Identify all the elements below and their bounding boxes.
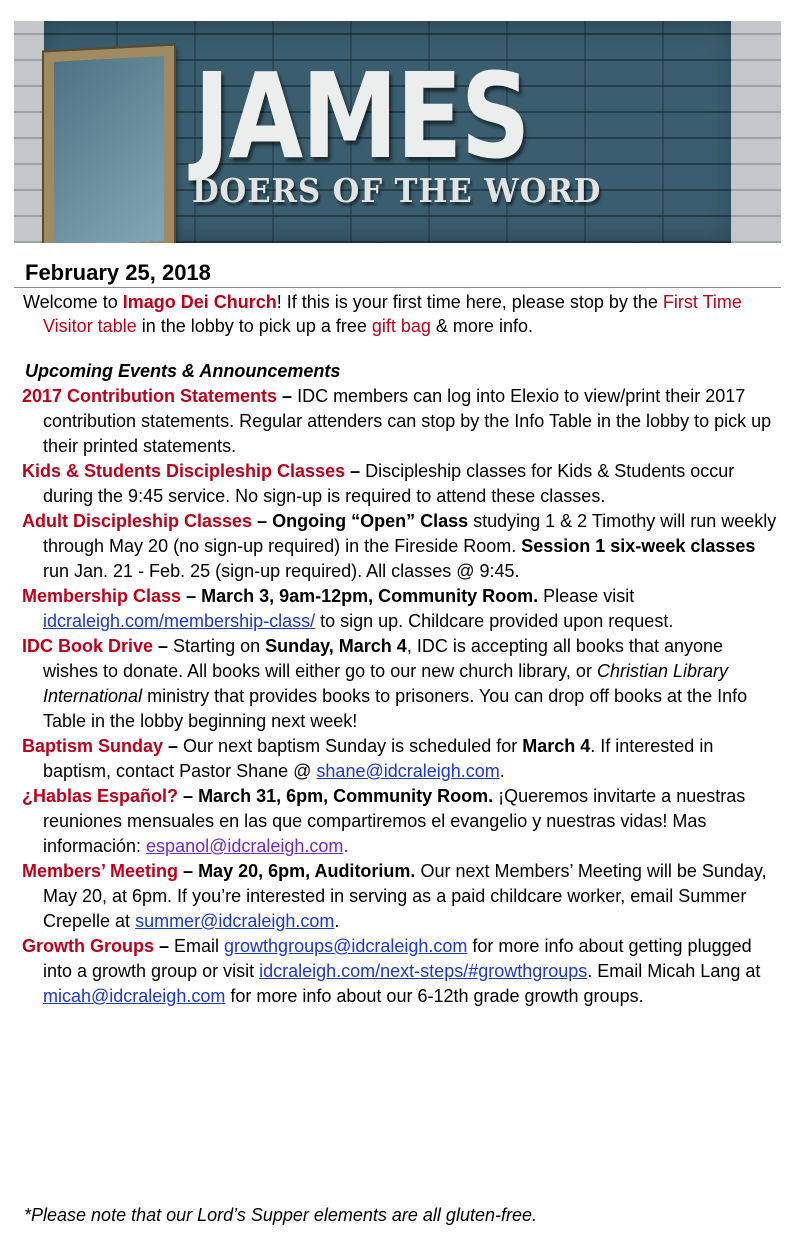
welcome-text: ! If this is your first time here, please stop by the bbox=[276, 292, 663, 312]
announcement-hablas-espanol: ¿Hablas Español? – March 31, 6pm, Community Room. ¡Queremos invitarte a nuestras reuniones mensuales en las que compartiremos el evangelio y nuestras vidas! Mas información: espanol@idcraleigh.com. bbox=[22, 786, 746, 856]
announcement-title: ¿Hablas Español? bbox=[22, 786, 179, 806]
announcement-baptism-sunday: Baptism Sunday – Our next baptism Sunday is scheduled for March 4. If interested in baptism, contact Pastor Shane @ shane@idcraleigh.com. bbox=[22, 736, 714, 781]
growthgroups-page-link[interactable]: idcraleigh.com/next-steps/#growthgroups bbox=[259, 961, 588, 981]
announcement-title: Kids & Students Discipleship Classes bbox=[22, 461, 346, 481]
announcement-membership-class: Membership Class – March 3, 9am-12pm, Community Room. Please visit idcraleigh.com/membership-class/ to sign up. Childcare provided upon request. bbox=[22, 586, 674, 631]
banner-title: JAMES bbox=[194, 47, 529, 185]
announcement-title: Growth Groups bbox=[22, 936, 154, 956]
announcement-kids-students: Kids & Students Discipleship Classes – Discipleship classes for Kids & Students occur during the 9:45 service. No sign-up is required to attend these classes. bbox=[22, 461, 735, 506]
announcement-title: Adult Discipleship Classes bbox=[22, 511, 253, 531]
header-divider bbox=[14, 287, 781, 288]
picture-frame-icon bbox=[44, 46, 174, 243]
micah-email-link[interactable]: micah@idcraleigh.com bbox=[43, 986, 226, 1006]
announcement-growth-groups: Growth Groups – Email growthgroups@idcraleigh.com for more info about getting plugged into a growth group or visit idcraleigh.com/next-steps/#growthgroups. Email Micah Lang at micah@idcraleigh.com for more info about our 6-12th grade growth groups. bbox=[22, 936, 761, 1006]
announcement-title: Members’ Meeting bbox=[22, 861, 179, 881]
welcome-text: & more info. bbox=[430, 316, 533, 336]
section-title: Upcoming Events & Announcements bbox=[25, 361, 341, 381]
visitor-table-text: First Time Visitor table bbox=[43, 292, 742, 336]
announcements-list bbox=[22, 384, 782, 1009]
announcement-adult-discipleship: Adult Discipleship Classes – Ongoing “Open” Class studying 1 & 2 Timothy will run weekly through May 20 (no sign-up required) in the Fireside Room. Session 1 six-week classes run Jan. 21 - Feb. 25 (sign-up required). All classes @ 9:45. bbox=[22, 511, 777, 581]
announcement-title: IDC Book Drive bbox=[22, 636, 154, 656]
announcement-members-meeting: Members’ Meeting – May 20, 6pm, Auditorium. Our next Members’ Meeting will be Sunday, May 20, at 6pm. If you’re interested in serving as a paid childcare worker, email Summer Crepelle at summer@idcraleigh.com. bbox=[22, 861, 767, 931]
gift-bag-text: gift bag bbox=[371, 316, 431, 336]
date-header bbox=[23, 259, 783, 287]
gray-brick-edge-left bbox=[14, 21, 44, 243]
welcome-paragraph bbox=[23, 290, 783, 338]
growthgroups-email-link[interactable]: growthgroups@idcraleigh.com bbox=[224, 936, 468, 956]
sermon-series-banner bbox=[14, 21, 781, 243]
announcement-title: Membership Class bbox=[22, 586, 182, 606]
bulletin-date: February 25, 2018 bbox=[25, 260, 211, 285]
membership-class-link[interactable]: idcraleigh.com/membership-class/ bbox=[43, 611, 316, 631]
espanol-email-link[interactable]: espanol@idcraleigh.com bbox=[146, 836, 344, 856]
announcement-title: Baptism Sunday bbox=[22, 736, 164, 756]
announcement-book-drive: IDC Book Drive – Starting on Sunday, March 4, IDC is accepting all books that anyone wishes to donate. All books will either go to our new church library, or Christian Library International ministry that provides books to prisoners. You can drop off books at the Info Table in the lobby beginning next week! bbox=[22, 636, 748, 731]
gluten-free-footnote: *Please note that our Lord’s Supper elements are all gluten-free. bbox=[24, 1205, 537, 1225]
church-name: Imago Dei Church bbox=[122, 292, 277, 312]
gray-brick-edge-right bbox=[731, 21, 781, 243]
banner-subtitle: DOERS OF THE WORD bbox=[192, 171, 602, 210]
announcement-contribution-statements: 2017 Contribution Statements – IDC members can log into Elexio to view/print their 2017 contribution statements. Regular attenders can stop by the Info Table in the lobby to pick up their printed statements. bbox=[22, 386, 772, 456]
summer-email-link[interactable]: summer@idcraleigh.com bbox=[135, 911, 335, 931]
welcome-text: Welcome to bbox=[23, 292, 123, 312]
welcome-text: in the lobby to pick up a free bbox=[136, 316, 372, 336]
shane-email-link[interactable]: shane@idcraleigh.com bbox=[316, 761, 500, 781]
announcement-title: 2017 Contribution Statements bbox=[22, 386, 278, 406]
